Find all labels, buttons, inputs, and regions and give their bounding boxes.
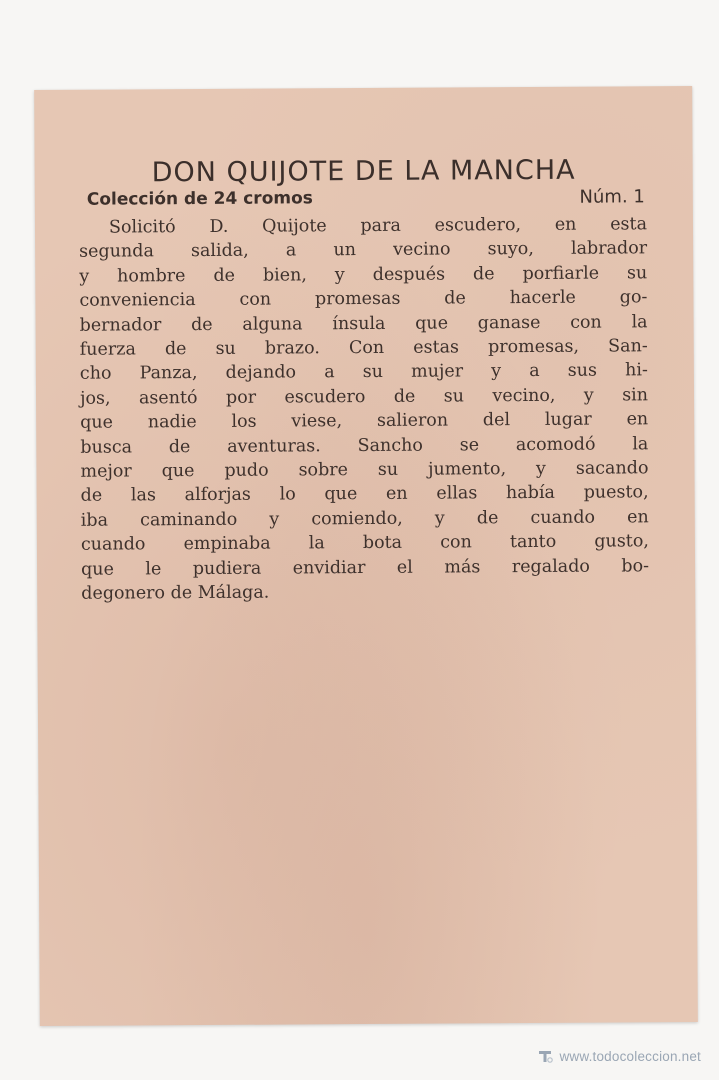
- text-line: y hombre de bien, y después de porfiarle su: [79, 263, 648, 287]
- card-subtitle-row: [87, 186, 645, 210]
- card-number: Núm. 1: [579, 186, 645, 208]
- text-line: mejor que pudo sobre su jumento, y sacando: [80, 458, 649, 482]
- watermark: [536, 1047, 701, 1065]
- text-line: conveniencia con promesas de hacerle go-: [79, 287, 648, 311]
- text-line: jos, asentó por escudero de su vecino, y sin: [79, 385, 649, 409]
- card-description: [79, 212, 649, 606]
- text-line: que le pudiera envidiar el más regalado bo-: [81, 555, 650, 580]
- text-line: segunda salida, a un vecino suyo, labrador: [79, 238, 648, 263]
- card-title: DON QUIJOTE DE LA MANCHA: [151, 154, 576, 189]
- watermark-text: www.todocoleccion.net: [559, 1048, 701, 1064]
- trading-card-back: [34, 86, 698, 1026]
- text-line: fuerza de su brazo. Con estas promesas, San-: [79, 336, 648, 360]
- text-line: busca de aventuras. Sancho se acomodó la: [80, 433, 649, 458]
- todocoleccion-logo-icon: [536, 1047, 554, 1065]
- text-line: bernador de alguna ínsula que ganase con la: [79, 311, 648, 336]
- text-line: degonero de Málaga.: [81, 582, 270, 604]
- text-line: iba caminando y comiendo, y de cuando en: [80, 507, 649, 531]
- text-line: cho Panza, dejando a su mujer y a sus hi-: [79, 360, 648, 385]
- text-line: de las alforjas lo que en ellas había puesto,: [80, 482, 649, 507]
- text-line: Solicitó D. Quijote para escudero, en esta: [108, 214, 648, 238]
- collection-label: Colección de 24 cromos: [86, 188, 313, 210]
- text-line: que nadie los viese, salieron del lugar en: [80, 409, 649, 433]
- text-line: cuando empinaba la bota con tanto gusto,: [80, 531, 649, 556]
